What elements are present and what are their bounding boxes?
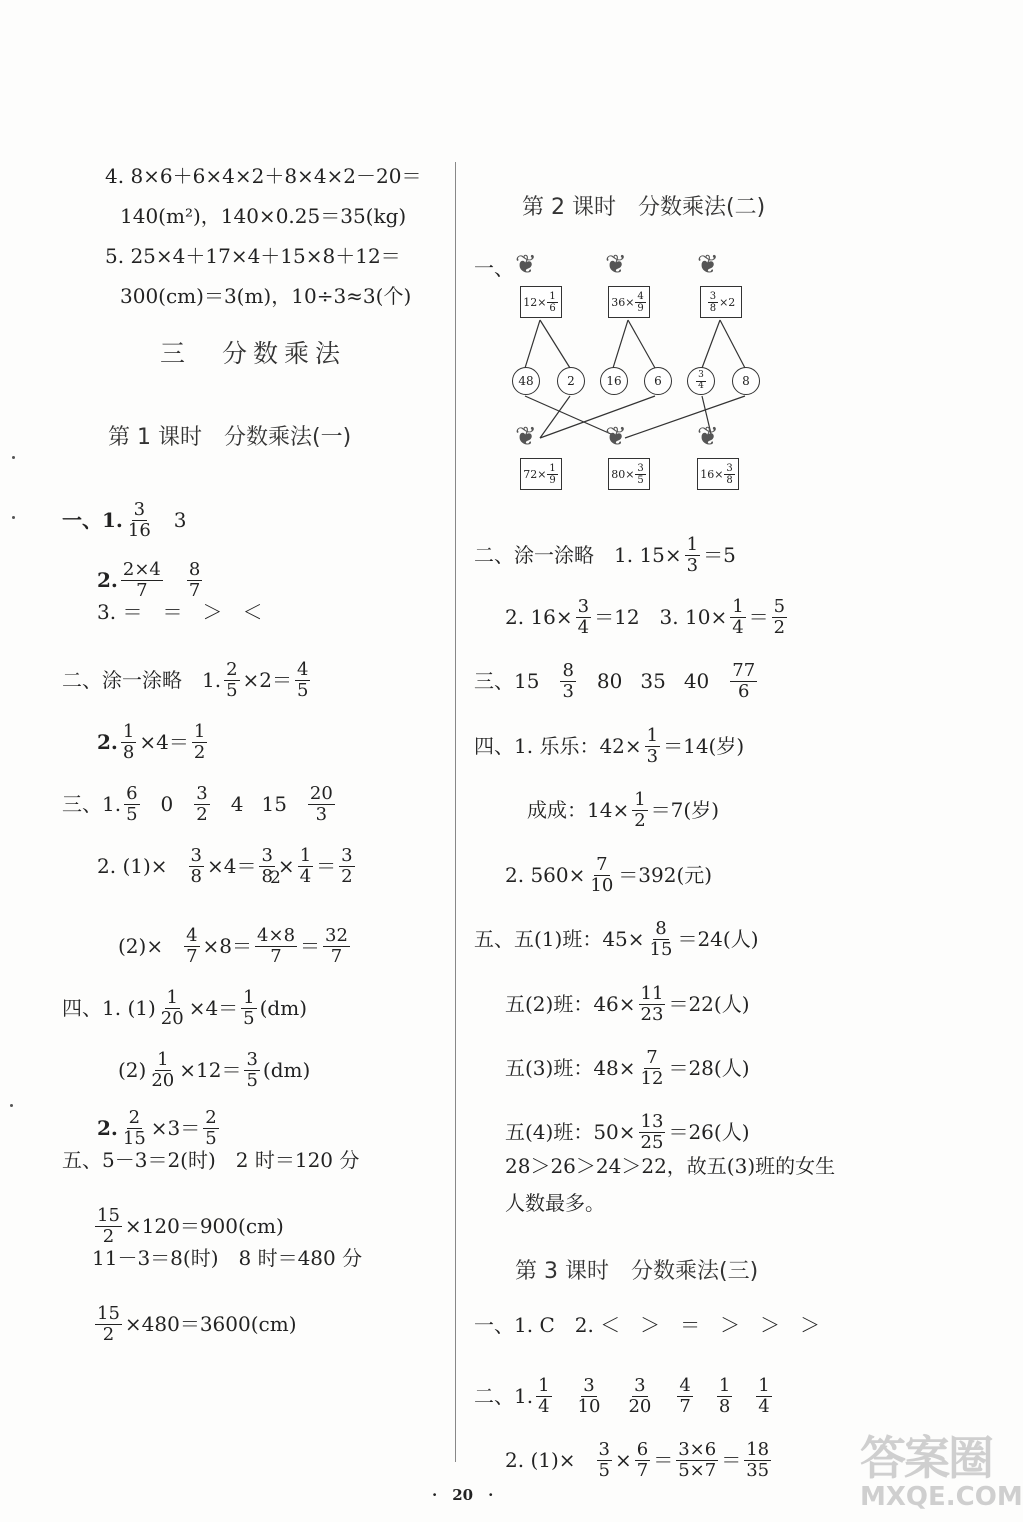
line-q5-a: 5. 25×4＋17×4＋15×8＋12＝: [105, 244, 401, 268]
fraction: 8 3: [562, 660, 574, 702]
op: ＝: [300, 934, 321, 959]
fraction: 3 2: [196, 783, 208, 825]
fraction: $\frac{3}{8}$: [261, 845, 273, 887]
butterfly-icon: ❦: [605, 250, 627, 280]
fraction: $\frac{2}{5}$: [226, 659, 238, 701]
l1-s3: 3. ＝ ＝ ＞ ＜: [97, 600, 263, 624]
l1-s12: 五、5－3＝2(时) 2 时＝120 分: [62, 1148, 360, 1172]
fraction: 1 4: [538, 1375, 550, 1417]
fraction: $\frac{15}{2}$: [97, 1205, 120, 1247]
op: ＝: [721, 1448, 742, 1473]
r-r14: [474, 1376, 775, 1417]
label: 二、1.: [474, 1384, 534, 1409]
expr: ×480＝3600(cm): [124, 1312, 297, 1337]
fraction: $\frac{4}{7}$: [186, 925, 198, 967]
fraction: 6 5: [126, 783, 138, 825]
unit-title: 三 分数乘法: [160, 339, 347, 368]
fraction: 32 7: [325, 925, 348, 967]
line: [540, 396, 655, 438]
flower-2: 2: [550, 360, 590, 400]
fraction: 3 10: [577, 1375, 601, 1417]
fraction: 1 8: [718, 1375, 731, 1417]
expr: 2. 16×: [505, 605, 573, 630]
r-r7: [474, 919, 759, 960]
label: 三、1.: [62, 792, 122, 817]
cancel-digit: 2: [270, 868, 281, 888]
op: ×: [277, 854, 295, 879]
fraction: $\frac{1}{2}$: [634, 789, 646, 831]
fraction: $\frac{1}{4}$: [732, 596, 744, 638]
butterfly-icon: ❦: [515, 250, 537, 280]
value: 15: [261, 792, 287, 817]
fraction: 8 7: [188, 559, 201, 601]
value: 0: [160, 792, 174, 817]
fraction: $\frac{6}{7}$: [636, 1439, 649, 1481]
lesson-2-title: 第 2 课时 分数乘法(二): [522, 195, 766, 220]
r-r3: [474, 661, 760, 702]
fraction: $\frac{1}{4}$: [299, 845, 312, 887]
fraction: 4 5: [297, 659, 309, 701]
expr: 二、涂一涂略 1. 15×: [474, 543, 682, 568]
r-r11: 28＞26＞24＞22，故五(3)班的女生: [505, 1154, 836, 1178]
op: ×3＝: [150, 1116, 201, 1141]
expr: ＝12 3. 10×: [594, 605, 728, 630]
expr: 五、五(1)班：45×: [474, 927, 645, 952]
l1-s6: [62, 784, 338, 825]
l1-s1: [62, 500, 187, 541]
fraction: 3 20: [628, 1375, 652, 1417]
expr: 五(4)班：50×: [505, 1120, 636, 1145]
value: 4: [230, 792, 244, 817]
fraction: 3 5: [246, 1049, 258, 1091]
expr: ＝7(岁): [650, 798, 720, 823]
op: ×12＝: [179, 1058, 242, 1083]
value: 35: [640, 669, 666, 694]
fraction: $\frac{2}{15}$: [122, 1107, 146, 1149]
scan-dot: [12, 516, 15, 519]
r-r13: 一、1. C 2. ＜ ＞ ＝ ＞ ＞ ＞: [474, 1313, 821, 1337]
flower-5: 3 4: [680, 360, 720, 400]
fraction: 4 7: [679, 1375, 691, 1417]
fraction: 20 3: [309, 783, 333, 825]
line: [540, 396, 570, 438]
expr: 四、1. 乐乐：42×: [474, 734, 642, 759]
expr: ＝22(人): [668, 992, 750, 1017]
expr: 2. 560×: [505, 863, 586, 888]
label: 四、1. (1): [62, 996, 156, 1021]
lesson-3-title: 第 3 课时 分数乘法(三): [515, 1259, 759, 1284]
fraction: 2 5: [205, 1107, 217, 1149]
l1-s15: [92, 1304, 297, 1345]
r-r12: 人数最多。: [505, 1191, 605, 1215]
scan-dot: [10, 1104, 13, 1107]
lesson-1-title: 第 1 课时 分数乘法(一): [108, 425, 352, 450]
page-number: · 20 ·: [432, 1486, 494, 1504]
unit: (dm): [262, 1058, 311, 1083]
r-r2: [505, 597, 790, 638]
watermark-logo: 答案圈: [860, 1431, 992, 1485]
r-r5: [527, 790, 719, 831]
butterfly-icon: ❦: [515, 422, 537, 452]
fraction: $\frac{3}{8}$: [190, 845, 202, 887]
fraction: $\frac{8}{15}$: [649, 918, 673, 960]
expr: ×120＝900(cm): [124, 1214, 284, 1239]
r-r10: [505, 1112, 750, 1153]
op: ×4＝: [206, 854, 257, 879]
line-q4-b: 140(m²)，140×0.25＝35(kg): [120, 204, 407, 228]
fraction: $\frac{3}{4}$: [577, 596, 590, 638]
op: ×2＝: [242, 668, 293, 693]
r-r8: [505, 984, 750, 1025]
label: (2)×: [118, 934, 164, 959]
fraction: 77 6: [732, 660, 756, 702]
diagram-label: 一、: [474, 256, 514, 280]
scan-dot: [12, 456, 15, 459]
fraction: $\frac{11}{23}$: [640, 983, 664, 1025]
flower-3: 16: [593, 360, 633, 400]
r-r4: [474, 726, 744, 767]
fraction: $\frac{1}{20}$: [160, 987, 184, 1029]
flower-4: 6: [637, 360, 677, 400]
l1-s9: [62, 988, 307, 1029]
watermark: [860, 1422, 1023, 1512]
fraction: $\frac{1}{3}$: [646, 725, 659, 767]
l1-s2: [97, 560, 205, 601]
flower-6: 8: [725, 360, 765, 400]
fraction: 3 16: [127, 499, 151, 541]
fraction: 4×8 7: [257, 925, 296, 967]
r-r6: [505, 855, 712, 896]
r-r9: [505, 1048, 750, 1089]
l1-s8: [118, 926, 353, 967]
fraction: $\frac{1}{20}$: [151, 1049, 175, 1091]
fraction: 3×6 5×7: [678, 1439, 717, 1481]
value: 40: [683, 669, 710, 694]
fraction: 1 5: [243, 987, 255, 1029]
l1-s13: [92, 1206, 284, 1247]
fraction: 1 2: [193, 721, 206, 763]
expr: 五(3)班：48×: [505, 1056, 636, 1081]
expr: ＝392(元): [618, 863, 713, 888]
unit: (dm): [259, 996, 307, 1021]
fraction: $\frac{3}{5}$: [598, 1439, 610, 1481]
fraction: 2×4 7: [122, 559, 161, 601]
expr: ＝28(人): [668, 1056, 750, 1081]
line: [625, 396, 745, 438]
l1-s4: [62, 660, 313, 701]
op: ＝: [653, 1448, 674, 1473]
r-r15: [505, 1440, 774, 1481]
fraction: 18 35: [746, 1439, 770, 1481]
label: 2. (1)×: [505, 1448, 576, 1473]
flower-1: 48: [505, 360, 545, 400]
r-r1: [474, 535, 736, 576]
op: ＝: [316, 854, 337, 879]
l1-s5: [97, 722, 210, 763]
value: 3: [173, 508, 187, 533]
fraction: 1 4: [758, 1375, 770, 1417]
line-q5-b: 300(cm)＝3(m)，10÷3≈3(个): [120, 284, 412, 308]
l1-s14: 11－3＝8(时) 8 时＝480 分: [92, 1246, 363, 1270]
expr: ＝14(岁): [663, 734, 745, 759]
expr: ＝26(人): [668, 1120, 750, 1145]
watermark-url: MXQE.COM: [860, 1482, 1023, 1512]
bottom-box-2: 80× $\frac{3}{5}$: [608, 458, 650, 490]
bottom-box-3: 16× $\frac{3}{8}$: [697, 458, 739, 490]
label: 二、涂一涂略 1.: [62, 668, 222, 693]
top-box-2: 36× $\frac{4}{9}$: [608, 286, 650, 318]
expr: ＝: [748, 605, 769, 630]
fraction: $\frac{15}{2}$: [97, 1303, 120, 1345]
expr: ＝24(人): [677, 927, 759, 952]
line-q4-a: 4. 8×6＋6×4×2＋8×4×2－20＝: [105, 164, 422, 188]
op: ×4＝: [188, 996, 239, 1021]
expr: ＝5: [703, 543, 736, 568]
bottom-box-1: 72× $\frac{1}{9}$: [520, 458, 562, 490]
fraction: $\frac{7}{12}$: [640, 1047, 664, 1089]
label: 2.: [97, 568, 118, 593]
op: ×4＝: [139, 730, 189, 755]
label: 2. (1)×: [97, 854, 168, 879]
top-box-3: $\frac{3}{8}$ ×2: [700, 286, 742, 318]
butterfly-icon: ❦: [697, 250, 719, 280]
column-divider: [455, 162, 456, 1462]
butterfly-icon: ❦: [605, 422, 627, 452]
fraction: 5 2: [773, 596, 786, 638]
fraction: $\frac{7}{10}$: [590, 854, 614, 896]
label: 一、1.: [62, 508, 123, 533]
expr: 三、15: [474, 669, 540, 694]
fraction: $\frac{1}{8}$: [122, 721, 135, 763]
fraction: $\frac{1}{3}$: [686, 534, 699, 576]
op: ×: [614, 1448, 632, 1473]
op: ×8＝: [202, 934, 253, 959]
fraction: $\frac{13}{25}$: [640, 1111, 664, 1153]
expr: 成成：14×: [527, 798, 630, 823]
fraction: 3 2: [341, 845, 353, 887]
l1-s7: [97, 846, 358, 887]
top-box-1: 12× $\frac{1}{6}$: [520, 286, 562, 318]
butterfly-icon: ❦: [697, 422, 719, 452]
l1-s10: [118, 1050, 310, 1091]
value: 80: [596, 669, 623, 694]
label: (2): [118, 1058, 147, 1083]
label: 2.: [97, 730, 118, 755]
label: 2.: [97, 1116, 118, 1141]
expr: 五(2)班：46×: [505, 992, 636, 1017]
l1-s11: [97, 1108, 222, 1149]
